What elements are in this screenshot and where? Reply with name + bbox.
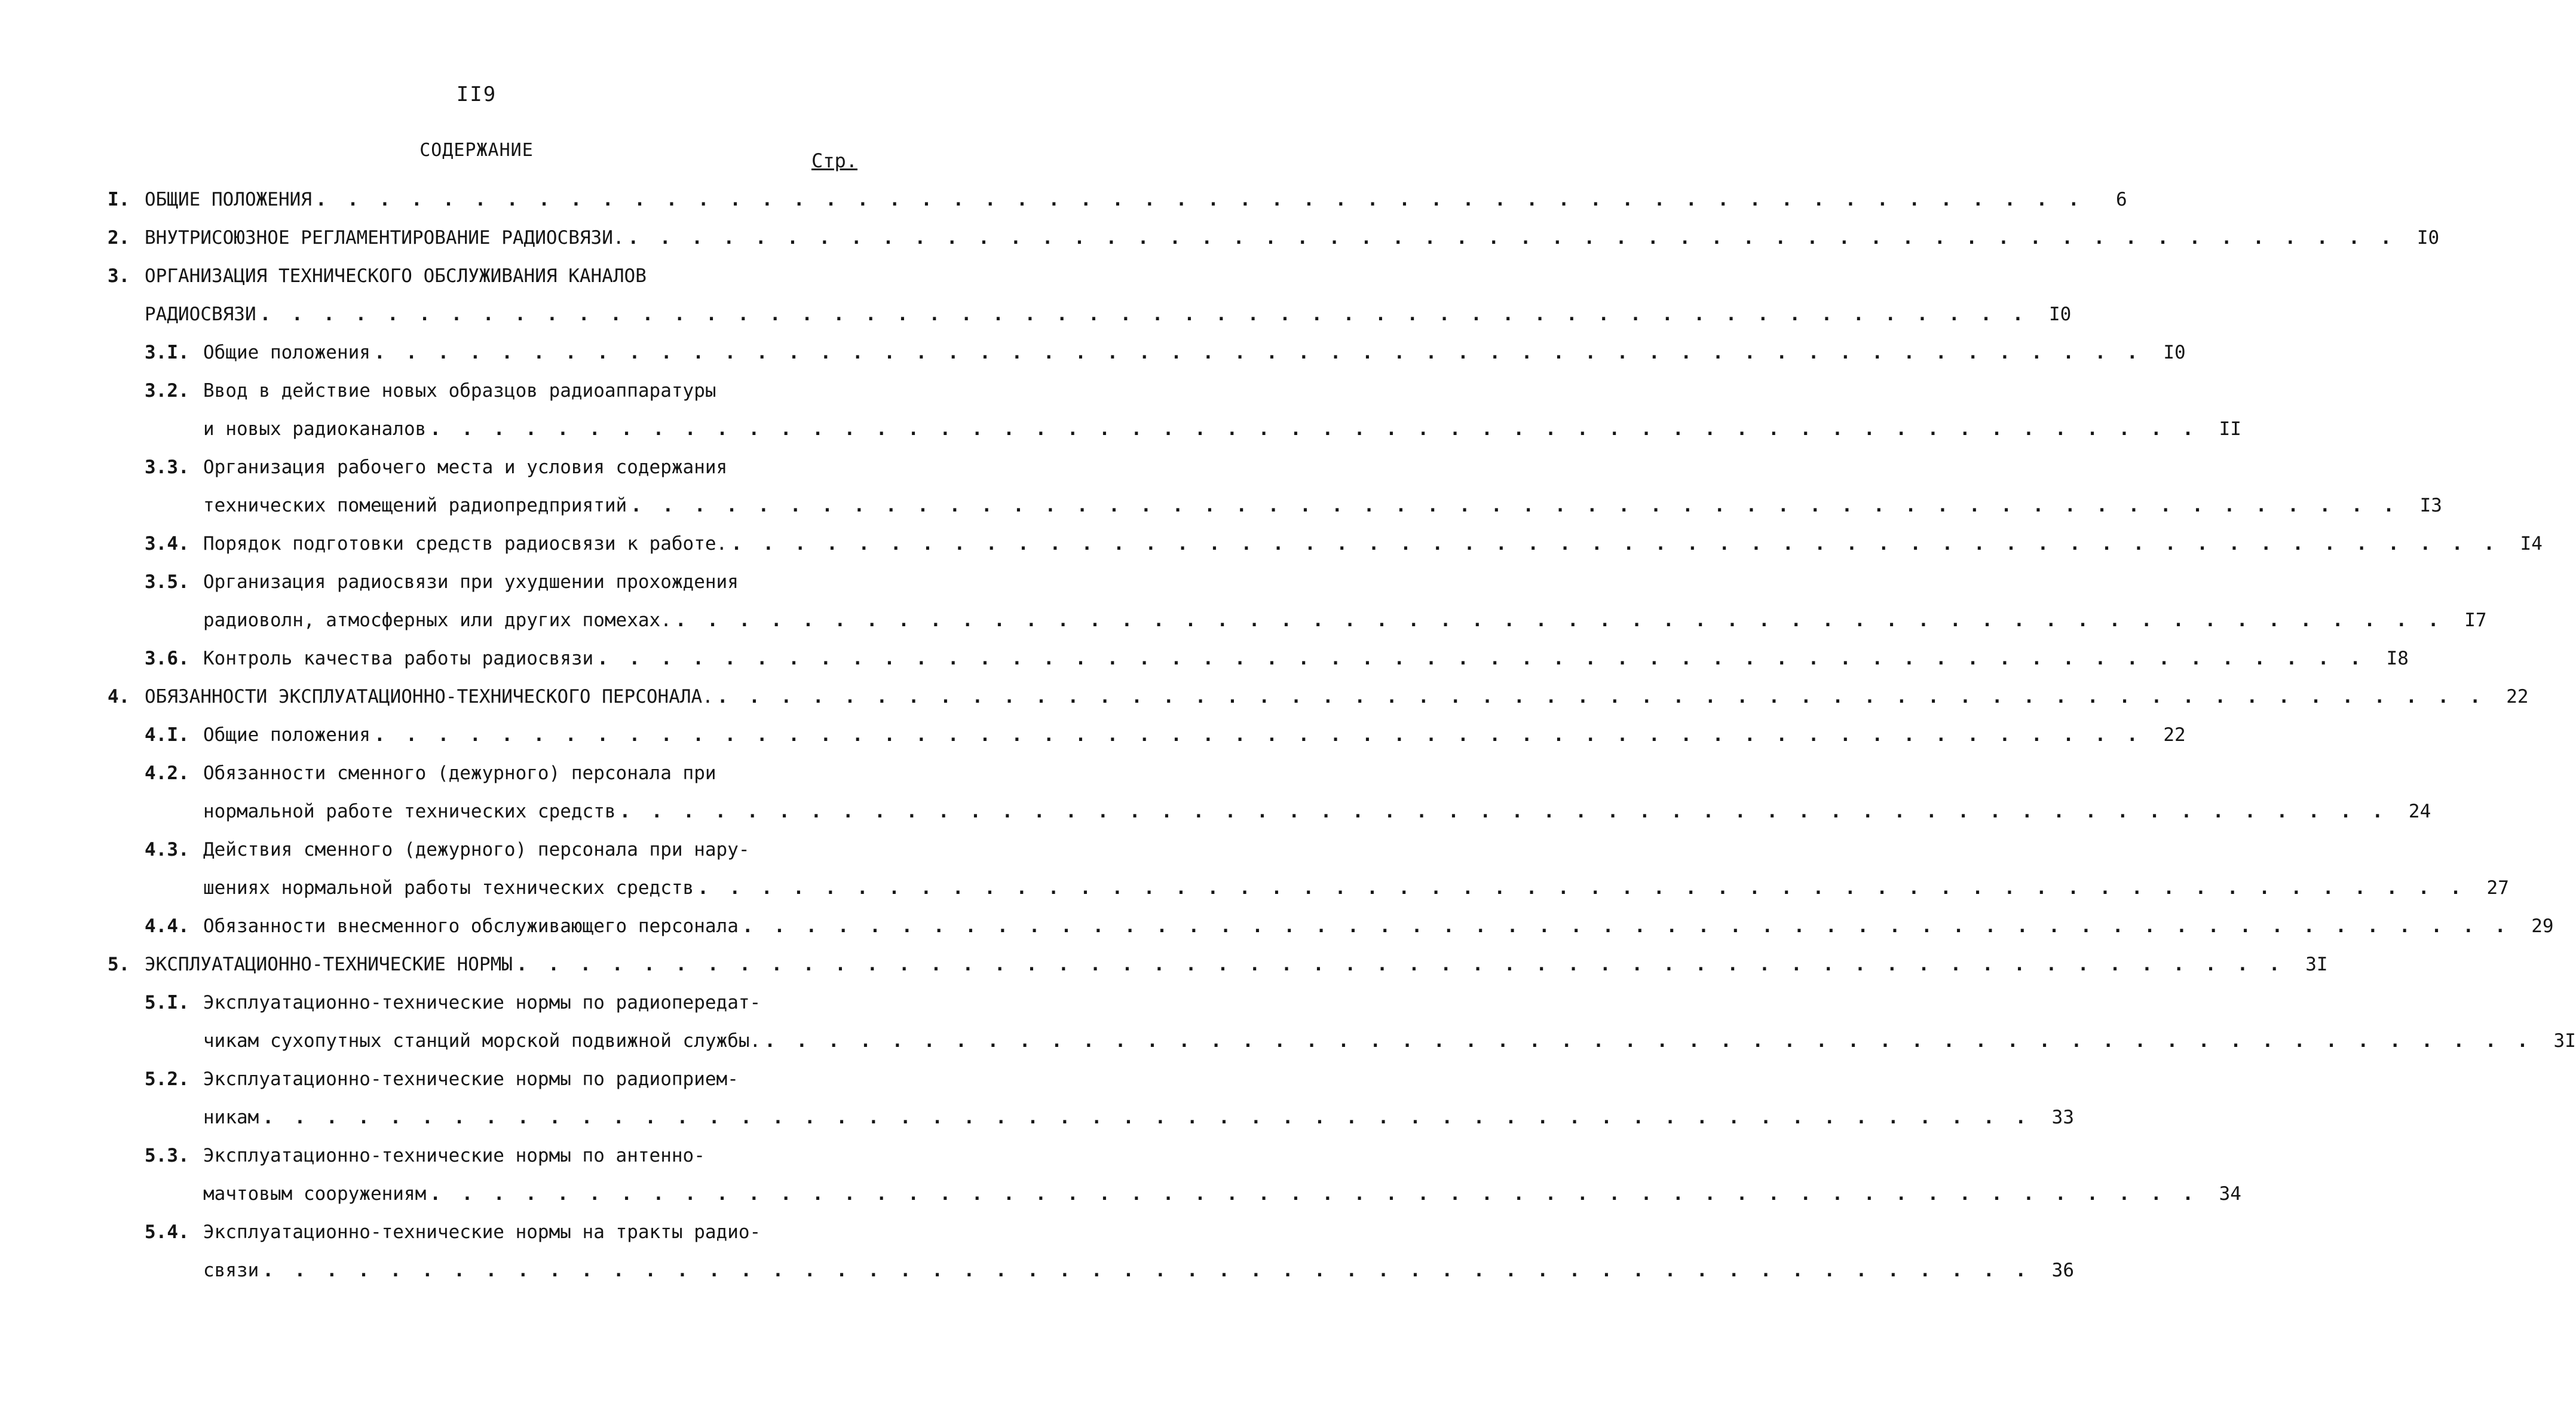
toc-entry-text: Организация рабочего места и условия содержания <box>203 457 728 478</box>
toc-entry-line <box>203 984 860 1022</box>
toc-entry-text: Общие положения <box>203 342 370 363</box>
dot-leader: . . . . . . . . . . . . . . . . . . . . . . . . . . . . . . . . . . . . . . . . . . . . . . . . . . . . . . . . <box>627 227 2397 249</box>
toc-entry-text: никам <box>203 1107 259 1128</box>
page-number: II9 <box>456 82 497 106</box>
toc-entry-page: I4 <box>2520 533 2543 555</box>
page-column-label <box>811 149 857 172</box>
toc-entry-line <box>203 1022 2576 1060</box>
dot-leader: . . . . . . . . . . . . . . . . . . . . . . . . . . . . . . . . . . . . . . . . . . . . . . . . . . . . . . . . <box>516 954 2285 975</box>
toc-entry-number: 3.5. <box>145 571 189 593</box>
toc-entry-line <box>203 1098 2074 1137</box>
toc-entry <box>108 831 2509 907</box>
toc-entry-line <box>145 678 2529 716</box>
toc-entry-page: 34 <box>2219 1183 2241 1205</box>
toc-entry-number: 3.2. <box>145 380 189 402</box>
toc-entry-line <box>203 1251 2074 1290</box>
toc-entry-number: 3.4. <box>145 533 189 555</box>
toc-entry-number: 4.3. <box>145 839 189 860</box>
toc-entry-number: 3.I. <box>145 342 189 363</box>
toc-entry-text: ОБЩИЕ ПОЛОЖЕНИЯ <box>145 189 312 210</box>
toc-entry-page: II <box>2219 418 2241 440</box>
toc-entry <box>108 448 2442 525</box>
toc-entry <box>108 563 2487 639</box>
toc-entry-page: I8 <box>2386 648 2409 669</box>
toc-entry-line <box>203 486 2442 525</box>
toc-entry-text: Ввод в действие новых образцов радиоаппаратуры <box>203 380 716 402</box>
toc-entry-text: ОРГАНИЗАЦИЯ ТЕХНИЧЕСКОГО ОБСЛУЖИВАНИЯ КАНАЛОВ <box>145 265 647 287</box>
toc-entry-text: Порядок подготовки средств радиосвязи к работе. <box>203 533 728 555</box>
toc-entry-text: Обязанности сменного (дежурного) персонала при <box>203 762 716 784</box>
toc-entry-number: 4.I. <box>145 724 189 746</box>
toc-entry-line <box>203 1060 860 1098</box>
toc-entry-line <box>203 410 2241 448</box>
dot-leader: . . . . . . . . . . . . . . . . . . . . . . . . . . . . . . . . . . . . . . . . . . . . . . . . . . . . . . . . <box>764 1030 2533 1052</box>
toc-entry-text: ОБЯЗАННОСТИ ЭКСПЛУАТАЦИОННО-ТЕХНИЧЕСКОГО ПЕРСОНАЛА. <box>145 686 713 707</box>
toc-entry-number: 3.6. <box>145 648 189 669</box>
toc-entry <box>108 678 2529 716</box>
toc-entry-text: мачтовым сооружениям <box>203 1183 427 1205</box>
toc-entry-page: 22 <box>2163 724 2186 746</box>
toc-entry-text: радиоволн, атмосферных или других помехах. <box>203 609 672 631</box>
toc-entry-text: Организация радиосвязи при ухудшении прохождения <box>203 571 739 593</box>
dot-leader: . . . . . . . . . . . . . . . . . . . . . . . . . . . . . . . . . . . . . . . . . . . . . . . . . . . . . . . . <box>731 533 2500 555</box>
toc-entry-line <box>203 333 2186 372</box>
toc-entry <box>108 716 2186 754</box>
toc-entry-page: I7 <box>2464 609 2487 631</box>
dot-leader: . . . . . . . . . . . . . . . . . . . . . . . . . . . . . . . . . . . . . . . . . . . . . . . . . . . . . . . . <box>430 1183 2198 1205</box>
dot-leader: . . . . . . . . . . . . . . . . . . . . . . . . . . . . . . . . . . . . . . . . . . . . . . . . . . . . . . . . <box>373 342 2143 363</box>
toc-entry-number: 5.3. <box>145 1145 189 1166</box>
toc-entry-number: 4.2. <box>145 762 189 784</box>
toc-entry-line <box>203 525 2543 563</box>
toc-entry-line <box>203 372 860 410</box>
toc-entry-number: 4. <box>108 686 130 707</box>
toc-entry-page: I0 <box>2163 342 2186 363</box>
dot-leader: . . . . . . . . . . . . . . . . . . . . . . . . . . . . . . . . . . . . . . . . . . . . . . . . . . . . . . . . <box>262 1260 2031 1281</box>
toc-title: СОДЕРЖАНИЕ <box>419 140 534 161</box>
toc-entry-line <box>203 1175 2241 1213</box>
toc-entry-line <box>203 831 860 869</box>
toc-entry-text: Эксплуатационно-технические нормы на тракты радио- <box>203 1221 761 1243</box>
toc-entry-text: ЭКСПЛУАТАЦИОННО-ТЕХНИЧЕСКИЕ НОРМЫ <box>145 954 513 975</box>
toc-entry-text: Эксплуатационно-технические нормы по антенно- <box>203 1145 705 1166</box>
toc-entry-line <box>203 563 860 601</box>
dot-leader: . . . . . . . . . . . . . . . . . . . . . . . . . . . . . . . . . . . . . . . . . . . . . . . . . . . . . . . . <box>315 189 2084 210</box>
toc-entry-line <box>203 754 860 792</box>
table-of-contents <box>108 180 2576 1290</box>
toc-entry-page: 36 <box>2051 1260 2074 1281</box>
toc-entry-number: 2. <box>108 227 130 249</box>
toc-entry-text: Контроль качества работы радиосвязи <box>203 648 594 669</box>
toc-entry-text: Эксплуатационно-технические нормы по радиоприем- <box>203 1068 739 1090</box>
toc-entry-number: 5.4. <box>145 1221 189 1243</box>
toc-entry-page: 6 <box>2115 189 2127 210</box>
dot-leader: . . . . . . . . . . . . . . . . . . . . . . . . . . . . . . . . . . . . . . . . . . . . . . . . . . . . . . . . <box>597 648 2366 669</box>
dot-leader: . . . . . . . . . . . . . . . . . . . . . . . . . . . . . . . . . . . . . . . . . . . . . . . . . . . . . . . . <box>697 877 2466 899</box>
dot-leader: . . . . . . . . . . . . . . . . . . . . . . . . . . . . . . . . . . . . . . . . . . . . . . . . . . . . . . . . <box>259 304 2029 325</box>
toc-entry-line <box>203 869 2509 907</box>
dot-leader: . . . . . . . . . . . . . . . . . . . . . . . . . . . . . . . . . . . . . . . . . . . . . . . . . . . . . . . . <box>619 801 2388 822</box>
toc-entry <box>108 1213 2074 1290</box>
toc-entry-line <box>203 792 2431 831</box>
toc-entry-number: 5. <box>108 954 130 975</box>
toc-entry <box>108 639 2409 678</box>
toc-entry-number: 3. <box>108 265 130 287</box>
toc-entry-number: 5.2. <box>145 1068 189 1090</box>
toc-entry <box>108 372 2241 448</box>
dot-leader: . . . . . . . . . . . . . . . . . . . . . . . . . . . . . . . . . . . . . . . . . . . . . . . . . . . . . . . . <box>630 495 2399 516</box>
toc-entry-text: чикам сухопутных станций морской подвижной службы. <box>203 1030 761 1052</box>
toc-entry <box>108 257 2072 333</box>
toc-entry-line <box>145 180 2127 219</box>
toc-entry-number: 3.3. <box>145 457 189 478</box>
toc-entry <box>108 1060 2074 1137</box>
toc-entry-page: 27 <box>2486 877 2509 899</box>
dot-leader: . . . . . . . . . . . . . . . . . . . . . . . . . . . . . . . . . . . . . . . . . . . . . . . . . . . . . . . . <box>262 1107 2031 1128</box>
toc-entry-page: I3 <box>2419 495 2442 516</box>
toc-entry-line <box>203 1213 860 1251</box>
toc-entry-text: нормальной работе технических средств <box>203 801 616 822</box>
toc-entry-line <box>203 601 2487 639</box>
dot-leader: . . . . . . . . . . . . . . . . . . . . . . . . . . . . . . . . . . . . . . . . . . . . . . . . . . . . . . . . <box>716 686 2486 707</box>
toc-entry <box>108 754 2431 831</box>
toc-entry <box>108 525 2543 563</box>
toc-entry-text: ВНУТРИСОЮЗНОЕ РЕГЛАМЕНТИРОВАНИЕ РАДИОСВЯЗИ. <box>145 227 624 249</box>
toc-entry-line <box>203 448 860 486</box>
toc-entry-text: РАДИОСВЯЗИ <box>145 304 256 325</box>
dot-leader: . . . . . . . . . . . . . . . . . . . . . . . . . . . . . . . . . . . . . . . . . . . . . . . . . . . . . . . . <box>430 418 2198 440</box>
toc-entry-text: Общие положения <box>203 724 370 746</box>
toc-entry <box>108 333 2186 372</box>
toc-entry-line <box>145 257 860 295</box>
toc-entry-number: 4.4. <box>145 915 189 937</box>
toc-entry <box>108 219 2440 257</box>
toc-entry-line <box>203 639 2409 678</box>
toc-entry-line <box>203 907 2554 945</box>
toc-entry-page: 3I <box>2553 1030 2576 1052</box>
dot-leader: . . . . . . . . . . . . . . . . . . . . . . . . . . . . . . . . . . . . . . . . . . . . . . . . . . . . . . . . <box>373 724 2143 746</box>
toc-entry-text: Действия сменного (дежурного) персонала при нару- <box>203 839 750 860</box>
toc-entry-text: Эксплуатационно-технические нормы по радиопередат- <box>203 992 761 1013</box>
page-column-label-text: Стр. <box>811 149 857 172</box>
toc-entry-page: 3I <box>2305 954 2328 975</box>
toc-entry <box>108 1137 2241 1213</box>
toc-entry-page: I0 <box>2048 304 2072 325</box>
toc-entry-page: 33 <box>2051 1107 2074 1128</box>
toc-entry-page: 24 <box>2408 801 2431 822</box>
dot-leader: . . . . . . . . . . . . . . . . . . . . . . . . . . . . . . . . . . . . . . . . . . . . . . . . . . . . . . . . <box>742 915 2511 937</box>
toc-entry-text: технических помещений радиопредприятий <box>203 495 627 516</box>
toc-entry-number: I. <box>108 189 130 210</box>
toc-entry-text: и новых радиоканалов <box>203 418 427 440</box>
toc-entry-line <box>145 219 2440 257</box>
toc-entry-page: 29 <box>2531 915 2554 937</box>
toc-entry-text: шениях нормальной работы технических средств <box>203 877 694 899</box>
toc-entry-line <box>145 945 2328 984</box>
toc-entry <box>108 984 2576 1060</box>
toc-entry-page: I0 <box>2416 227 2440 249</box>
toc-entry-page: 22 <box>2506 686 2529 707</box>
toc-entry <box>108 945 2328 984</box>
toc-entry-line <box>203 716 2186 754</box>
toc-entry <box>108 180 2127 219</box>
dot-leader: . . . . . . . . . . . . . . . . . . . . . . . . . . . . . . . . . . . . . . . . . . . . . . . . . . . . . . . . <box>675 609 2444 631</box>
toc-entry-line <box>145 295 2072 333</box>
toc-entry-text: связи <box>203 1260 259 1281</box>
toc-entry-line <box>203 1137 860 1175</box>
toc-entry-text: Обязанности внесменного обслуживающего персонала <box>203 915 739 937</box>
toc-entry-number: 5.I. <box>145 992 189 1013</box>
toc-entry <box>108 907 2554 945</box>
